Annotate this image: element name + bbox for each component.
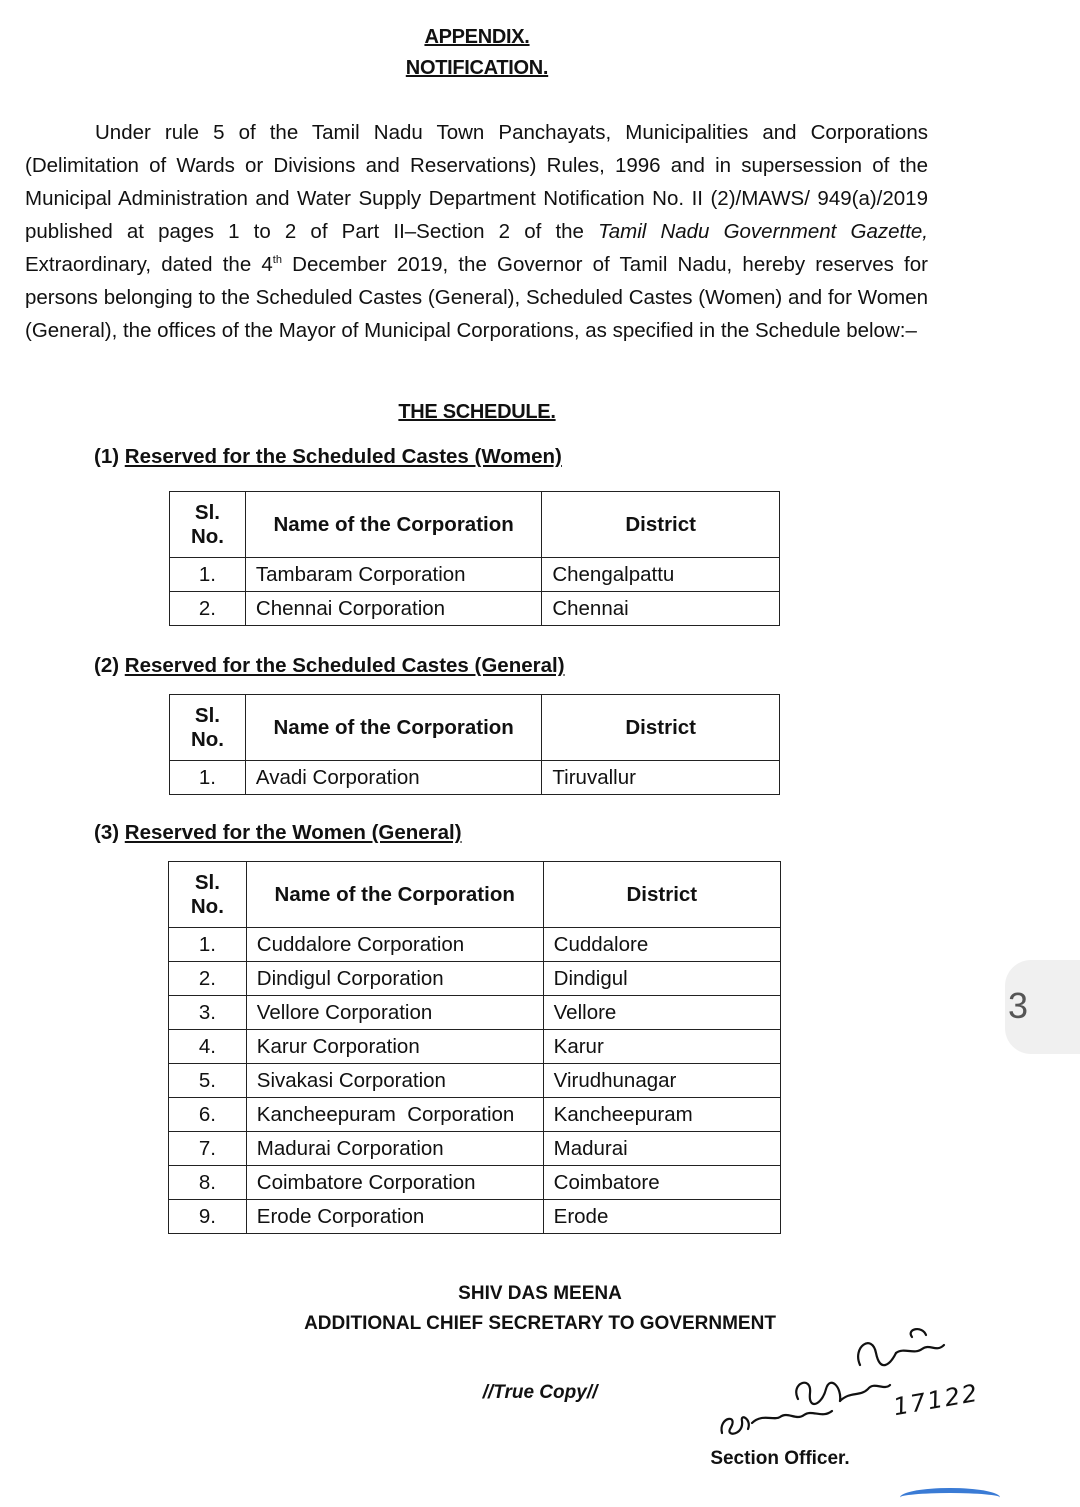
table-section-2 bbox=[169, 694, 780, 795]
cell-name: Sivakasi Corporation bbox=[246, 1064, 543, 1098]
header-district: District bbox=[542, 492, 780, 558]
table-header-row bbox=[170, 695, 780, 761]
section-3-label: Reserved for the Women (General) bbox=[124, 821, 462, 844]
cell-district: Dindigul bbox=[543, 962, 780, 996]
cell-district: Erode bbox=[543, 1200, 780, 1234]
header-sl-no: Sl. No. bbox=[169, 862, 247, 928]
table-row bbox=[170, 592, 780, 626]
paragraph-part-3: December 2019, the Governor of Tamil Nadu, hereby reserves for persons belonging to the Scheduled Castes (General), Scheduled Castes (Women) and for Women (General), the offices of the Mayor of Municipal Corporations, as specified in the Schedule below:– bbox=[25, 253, 928, 342]
cell-name: Coimbatore Corporation bbox=[246, 1166, 543, 1200]
cell-sl: 4. bbox=[169, 1030, 247, 1064]
section-1-title bbox=[94, 445, 562, 469]
header-sl-no: Sl. No. bbox=[170, 695, 246, 761]
section-2-title bbox=[94, 654, 565, 678]
header-name: Name of the Corporation bbox=[245, 695, 541, 761]
table-row bbox=[169, 1064, 781, 1098]
cell-district: Vellore bbox=[543, 996, 780, 1030]
section-2-number: (2) bbox=[94, 654, 120, 677]
signatory-title: ADDITIONAL CHIEF SECRETARY TO GOVERNMENT bbox=[304, 1313, 776, 1334]
table-row bbox=[169, 1132, 781, 1166]
cell-name: Madurai Corporation bbox=[246, 1132, 543, 1166]
appendix-heading: APPENDIX. bbox=[424, 26, 530, 48]
cell-sl: 6. bbox=[169, 1098, 247, 1132]
cell-district: Karur bbox=[543, 1030, 780, 1064]
header-district: District bbox=[543, 862, 780, 928]
cell-district: Kancheepuram bbox=[543, 1098, 780, 1132]
cell-district: Coimbatore bbox=[543, 1166, 780, 1200]
paragraph-part-1: Under rule 5 of the Tamil Nadu Town Panchayats, Municipalities and Corporations (Delimitation of Wards or Divisions and Reservations) Rules, 1996 and in supersession of the Municipal Administration and Water Supply Department Notification No. II (2)/MAWS/ 949(a)/2019 published at pages 1 to 2 of Part II–Section 2 of the bbox=[25, 121, 928, 243]
cell-district: Madurai bbox=[543, 1132, 780, 1166]
cell-name: Erode Corporation bbox=[246, 1200, 543, 1234]
table-row bbox=[169, 928, 781, 962]
cell-sl: 1. bbox=[170, 761, 246, 795]
handwritten-date: 17122 bbox=[891, 1378, 982, 1422]
date-suffix: th bbox=[272, 254, 282, 267]
header-sl-no: Sl. No. bbox=[170, 492, 246, 558]
table-section-3 bbox=[168, 861, 781, 1234]
notification-paragraph bbox=[25, 116, 928, 347]
cell-sl: 5. bbox=[169, 1064, 247, 1098]
section-1-label: Reserved for the Scheduled Castes (Women) bbox=[124, 445, 562, 468]
cell-district: Cuddalore bbox=[543, 928, 780, 962]
header-name: Name of the Corporation bbox=[245, 492, 541, 558]
paragraph-part-2: Extraordinary, dated the 4 bbox=[25, 253, 273, 276]
cell-sl: 2. bbox=[170, 592, 246, 626]
cell-district: Tiruvallur bbox=[542, 761, 780, 795]
cell-name: Karur Corporation bbox=[246, 1030, 543, 1064]
table-row bbox=[169, 1030, 781, 1064]
section-1-number: (1) bbox=[94, 445, 120, 468]
cell-name: Kancheepuram Corporation bbox=[246, 1098, 543, 1132]
schedule-heading: THE SCHEDULE. bbox=[398, 401, 556, 423]
page-number: 3 bbox=[1008, 985, 1029, 1026]
table-row bbox=[170, 761, 780, 795]
cell-district: Chengalpattu bbox=[542, 558, 780, 592]
table-row bbox=[169, 1200, 781, 1234]
cell-sl: 8. bbox=[169, 1166, 247, 1200]
section-officer-label: Section Officer. bbox=[710, 1448, 850, 1469]
scroll-edge-indicator bbox=[900, 1488, 1000, 1507]
section-3-number: (3) bbox=[94, 821, 120, 844]
cell-sl: 1. bbox=[169, 928, 247, 962]
cell-district: Virudhunagar bbox=[543, 1064, 780, 1098]
notification-heading: NOTIFICATION. bbox=[405, 57, 549, 79]
cell-district: Chennai bbox=[542, 592, 780, 626]
table-row bbox=[169, 962, 781, 996]
table-section-1 bbox=[169, 491, 780, 626]
table-row bbox=[169, 996, 781, 1030]
cell-sl: 9. bbox=[169, 1200, 247, 1234]
cell-sl: 7. bbox=[169, 1132, 247, 1166]
gazette-title: Tamil Nadu Government Gazette, bbox=[598, 220, 928, 243]
table-row bbox=[169, 1166, 781, 1200]
cell-name: Vellore Corporation bbox=[246, 996, 543, 1030]
cell-name: Cuddalore Corporation bbox=[246, 928, 543, 962]
header-name: Name of the Corporation bbox=[246, 862, 543, 928]
table-row bbox=[170, 558, 780, 592]
cell-sl: 2. bbox=[169, 962, 247, 996]
cell-sl: 1. bbox=[170, 558, 246, 592]
table-header-row bbox=[169, 862, 781, 928]
cell-sl: 3. bbox=[169, 996, 247, 1030]
signatory-name: SHIV DAS MEENA bbox=[458, 1283, 622, 1304]
cell-name: Avadi Corporation bbox=[245, 761, 541, 795]
cell-name: Chennai Corporation bbox=[245, 592, 541, 626]
true-copy-label: //True Copy// bbox=[482, 1382, 598, 1403]
table-header-row bbox=[170, 492, 780, 558]
table-row bbox=[169, 1098, 781, 1132]
header-district: District bbox=[542, 695, 780, 761]
section-2-label: Reserved for the Scheduled Castes (General) bbox=[124, 654, 565, 677]
cell-name: Dindigul Corporation bbox=[246, 962, 543, 996]
cell-name: Tambaram Corporation bbox=[245, 558, 541, 592]
section-3-title bbox=[94, 821, 462, 845]
